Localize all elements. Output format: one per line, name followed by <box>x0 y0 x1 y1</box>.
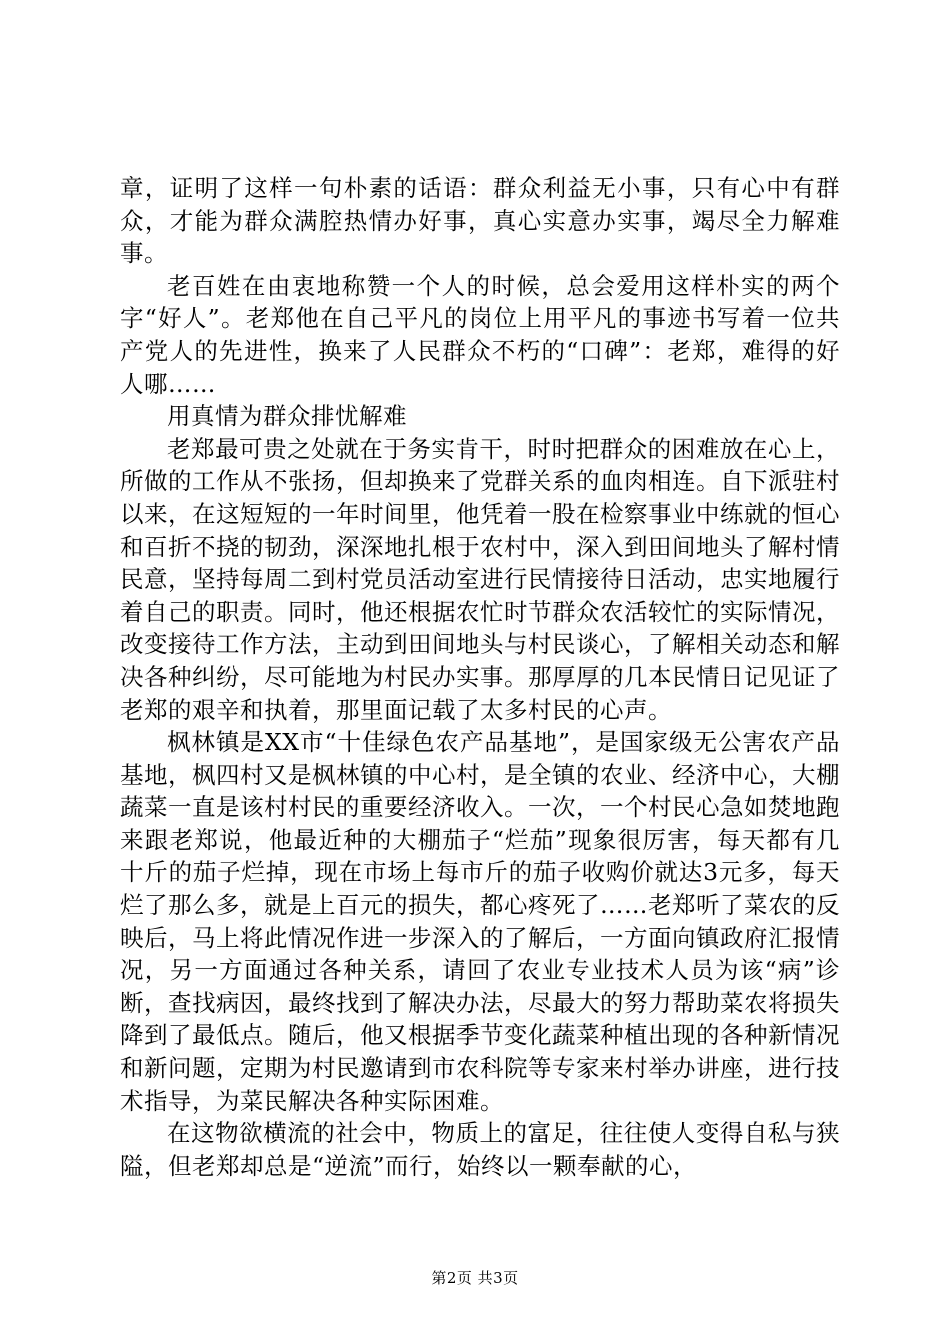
page-footer: 第2页 共3页 <box>431 1269 519 1287</box>
paragraph-continuation: 章，证明了这样一句朴素的话语：群众利益无小事，只有心中有群众，才能为群众满腔热情办好事，真心实意办实事，竭尽全力解难事。 <box>120 174 840 268</box>
paragraph-fenglin-town: 枫林镇是XX市“十佳绿色农产品基地”，是国家级无公害农产品基地，枫四村又是枫林镇的中心村，是全镇的农业、经济中心，大棚蔬菜一直是该村村民的重要经济收入。一次，一个村民心急如焚地跑来跟老郑说，他最近种的大棚茄子“烂茄”现象很厉害，每天都有几十斤的茄子烂掉，现在市场上每市斤的茄子收购价就达3元多，每天烂了那么多，就是上百元的损失，都心疼死了……老郑听了菜农的反映后，马上将此情况作进一步深入的了解后，一方面向镇政府汇报情况，另一方面通过各种关系，请回了农业专业技术人员为该“病”诊断，查找病因，最终找到了解决办法，尽最大的努力帮助菜农将损失降到了最低点。随后，他又根据季节变化蔬菜种植出现的各种新情况和新问题，定期为村民邀请到市农科院等专家来村举办讲座，进行技术指导，为菜民解决各种实际困难。 <box>120 728 840 1115</box>
paragraph-good-person: 老百姓在由衷地称赞一个人的时候，总会爱用这样朴实的两个字“好人”。老郑他在自己平凡的岗位上用平凡的事迹书写着一位共产党人的先进性，换来了人民群众不朽的“口碑”：老郑，难得的好人哪…… <box>120 271 840 398</box>
section-heading: 用真情为群众排忧解难 <box>167 402 407 431</box>
paragraph-dedication: 在这物欲横流的社会中，物质上的富足，往往使人变得自私与狭隘，但老郑却总是“逆流”而行，始终以一颗奉献的心， <box>120 1119 840 1180</box>
document-body <box>120 172 840 1182</box>
paragraph-practical-work: 老郑最可贵之处就在于务实肯干，时时把群众的困难放在心上，所做的工作从不张扬，但却换来了党群关系的血肉相连。自下派驻村以来，在这短短的一年时间里，他凭着一股在检察事业中练就的恒心和百折不挠的韧劲，深深地扎根于农村中，深入到田间地头了解村情民意，坚持每周二到村党员活动室进行民情接待日活动，忠实地履行着自己的职责。同时，他还根据农忙时节群众农活较忙的实际情况，改变接待工作方法，主动到田间地头与村民谈心，了解相关动态和解决各种纠纷，尽可能地为村民办实事。那厚厚的几本民情日记见证了老郑的艰辛和执着，那里面记载了太多村民的心声。 <box>120 434 840 724</box>
